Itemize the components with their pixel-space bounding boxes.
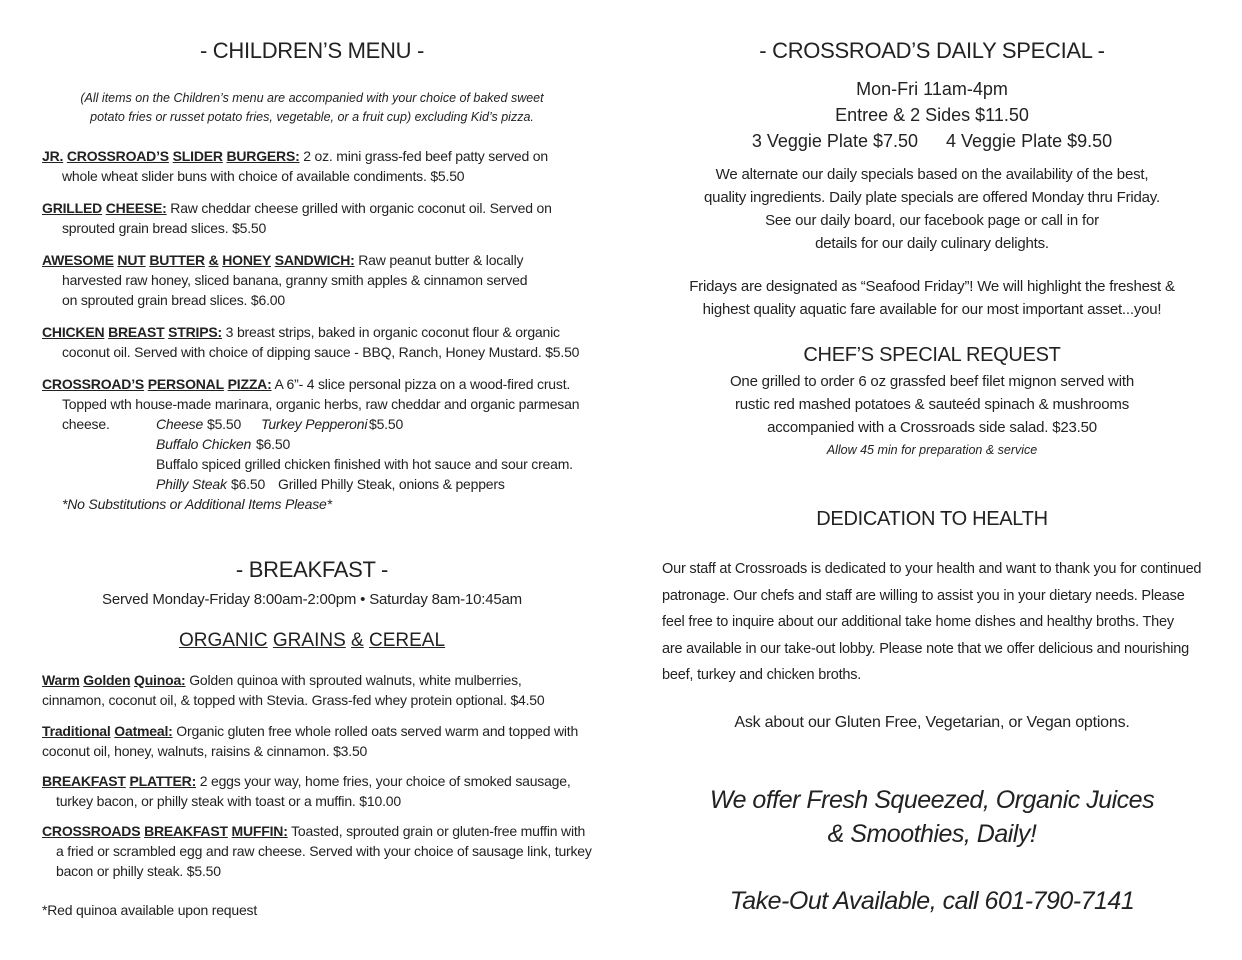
item-description: Toasted, sprouted grain or gluten-free muffin with bbox=[287, 823, 586, 839]
chef-line: rustic red mashed potatoes & sauteéd spinach & mushrooms bbox=[734, 396, 1129, 413]
childrens-note-line-2: potato fries or russet potato fries, vegetable, or a fruit cup) excluding Kid’s pizza. bbox=[90, 110, 534, 124]
pizza-option-name: Turkey Pepperoni bbox=[261, 416, 368, 432]
menu-item-breakfast-muffin bbox=[42, 821, 602, 881]
item-description: bacon or philly steak. $5.50 bbox=[56, 863, 221, 879]
item-description: sprouted grain bread slices. $5.50 bbox=[62, 220, 267, 236]
item-name: SANDWICH: bbox=[274, 252, 355, 268]
health-line: Our staff at Crossroads is dedicated to your health and want to thank you for continued bbox=[662, 561, 1202, 577]
item-description: cheese. bbox=[62, 416, 110, 432]
pizza-note: *No Substitutions or Additional Items Please* bbox=[62, 496, 332, 512]
item-name: BREAKFAST bbox=[42, 773, 126, 789]
breakfast-title: - BREAKFAST - bbox=[235, 557, 389, 582]
menu-item-oatmeal bbox=[42, 721, 602, 761]
subtitle-word: & bbox=[351, 630, 364, 651]
item-name: HONEY bbox=[222, 252, 272, 268]
item-name: Oatmeal: bbox=[114, 723, 173, 739]
pizza-option-price: $5.50 bbox=[369, 416, 404, 432]
juice-promo-line-1: We offer Fresh Squeezed, Organic Juices bbox=[709, 786, 1155, 814]
pizza-option-description: Buffalo spiced grilled chicken finished with hot sauce and sour cream. bbox=[156, 456, 573, 472]
item-description: Topped wth house-made marinara, organic herbs, raw cheddar and organic parmesan bbox=[62, 396, 580, 412]
health-line: feel free to inquire about our additional take home dishes and healthy broths. They bbox=[662, 614, 1174, 630]
seafood-line: highest quality aquatic fare available for our most important asset...you! bbox=[702, 301, 1162, 318]
left-column bbox=[42, 0, 602, 960]
health-line: patronage. Our chefs and staff are willing to assist you in your dietary needs. Please bbox=[662, 587, 1185, 604]
daily-special-description bbox=[662, 163, 1202, 255]
breakfast-hours: Served Monday-Friday 8:00am-2:00pm • Saturday 8am-10:45am bbox=[102, 591, 522, 608]
description-line: We alternate our daily specials based on the availability of the best, bbox=[715, 166, 1149, 183]
item-name: Traditional bbox=[42, 723, 111, 739]
item-name: CROSSROADS bbox=[42, 823, 141, 839]
pizza-option-price: $5.50 bbox=[207, 416, 242, 432]
veggie-plate-4: 4 Veggie Plate $9.50 bbox=[946, 131, 1113, 151]
pizza-option-name: Buffalo Chicken bbox=[156, 436, 252, 452]
childrens-note-line-1: (All items on the Children’s menu are accompanied with your choice of baked sweet bbox=[80, 91, 544, 105]
item-description: a fried or scrambled egg and raw cheese. Served with your choice of sausage link, turkey bbox=[56, 843, 592, 859]
pizza-option-description: Grilled Philly Steak, onions & peppers bbox=[278, 476, 505, 492]
item-name: CHEESE: bbox=[105, 200, 167, 216]
pizza-option-price: $6.50 bbox=[256, 436, 291, 452]
grains-cereal-subtitle bbox=[42, 630, 582, 652]
item-name: AWESOME bbox=[42, 252, 114, 268]
menu-item-golden-quinoa bbox=[42, 670, 602, 710]
item-name: Golden bbox=[83, 672, 131, 688]
item-description: A 6”- 4 slice personal pizza on a wood-fired crust. bbox=[271, 376, 571, 392]
dietary-options: Ask about our Gluten Free, Vegetarian, or Vegan options. bbox=[734, 714, 1130, 731]
item-name: BREAKFAST bbox=[144, 823, 228, 839]
item-name: PIZZA: bbox=[227, 376, 272, 392]
chefs-special-note: Allow 45 min for preparation & service bbox=[826, 443, 1038, 457]
subtitle-word: GRAINS bbox=[272, 630, 346, 651]
daily-special-entree: Entree & 2 Sides $11.50 bbox=[835, 105, 1029, 125]
pizza-option-name: Cheese bbox=[156, 416, 204, 432]
item-description: Organic gluten free whole rolled oats served warm and topped with bbox=[172, 723, 579, 739]
subtitle-word: ORGANIC bbox=[178, 630, 268, 651]
item-description: Raw peanut butter & locally bbox=[354, 252, 524, 268]
item-name: MUFFIN: bbox=[231, 823, 288, 839]
description-line: details for our daily culinary delights. bbox=[815, 235, 1049, 252]
menu-item-grilled-cheese bbox=[42, 198, 602, 238]
health-line: beef, turkey and chicken broths. bbox=[662, 667, 862, 683]
daily-special-hours: Mon-Fri 11am-4pm bbox=[856, 79, 1008, 99]
item-description: turkey bacon, or philly steak with toast or a muffin. $10.00 bbox=[56, 793, 401, 809]
item-name: CROSSROAD’S bbox=[66, 148, 169, 164]
menu-item-slider-burgers bbox=[42, 146, 602, 186]
item-description: 2 eggs your way, home fries, your choice of smoked sausage, bbox=[196, 773, 571, 789]
item-name: PERSONAL bbox=[147, 376, 224, 392]
item-description: Golden quinoa with sprouted walnuts, white mulberries, bbox=[185, 672, 522, 688]
item-name: SLIDER bbox=[172, 148, 223, 164]
daily-special-title: - CROSSROAD’S DAILY SPECIAL - bbox=[759, 38, 1105, 63]
menu-item-chicken-strips bbox=[42, 322, 602, 362]
item-name: & bbox=[208, 252, 219, 268]
pizza-option-price: $6.50 bbox=[231, 476, 266, 492]
daily-special-veggie-plates bbox=[662, 128, 1202, 154]
juice-promo-line-2: & Smoothies, Daily! bbox=[827, 820, 1037, 848]
item-name: CHICKEN bbox=[42, 324, 105, 340]
item-name: GRILLED bbox=[42, 200, 103, 216]
health-title: DEDICATION TO HEALTH bbox=[816, 508, 1048, 530]
subtitle-word: CEREAL bbox=[369, 630, 446, 651]
red-quinoa-note: *Red quinoa available upon request bbox=[42, 902, 258, 918]
health-line: are available in our take-out lobby. Please note that we offer delicious and nourishing bbox=[662, 640, 1189, 657]
chef-line: One grilled to order 6 oz grassfed beef filet mignon served with bbox=[729, 373, 1135, 390]
takeout-promo: Take-Out Available, call 601-790-7141 bbox=[729, 887, 1135, 915]
menu-item-breakfast-platter bbox=[42, 771, 602, 811]
childrens-menu-title: - CHILDREN’S MENU - bbox=[199, 38, 425, 63]
item-name: NUT bbox=[117, 252, 146, 268]
right-column bbox=[662, 0, 1202, 960]
item-name: BREAST bbox=[108, 324, 165, 340]
chefs-special-title: CHEF’S SPECIAL REQUEST bbox=[803, 344, 1061, 366]
item-name: Quinoa: bbox=[134, 672, 186, 688]
item-name: BUTTER bbox=[149, 252, 205, 268]
menu-item-nut-butter-sandwich bbox=[42, 250, 602, 310]
item-description: harvested raw honey, sliced banana, granny smith apples & cinnamon served bbox=[62, 272, 528, 288]
item-name: STRIPS: bbox=[168, 324, 222, 340]
item-name: PLATTER: bbox=[129, 773, 197, 789]
item-description: coconut oil. Served with choice of dipping sauce - BBQ, Ranch, Honey Mustard. $5.50 bbox=[62, 344, 580, 360]
item-description: 3 breast strips, baked in organic coconut flour & organic bbox=[221, 324, 560, 340]
seafood-line: Fridays are designated as “Seafood Friday”! We will highlight the freshest & bbox=[689, 278, 1175, 295]
veggie-plate-3: 3 Veggie Plate $7.50 bbox=[751, 131, 918, 151]
chef-line: accompanied with a Crossroads side salad. $23.50 bbox=[767, 419, 1097, 436]
item-description: on sprouted grain bread slices. $6.00 bbox=[62, 292, 285, 308]
description-line: See our daily board, our facebook page or call in for bbox=[765, 212, 1099, 229]
item-name: Warm bbox=[42, 672, 80, 688]
item-description: Raw cheddar cheese grilled with organic coconut oil. Served on bbox=[166, 200, 552, 216]
chefs-special-description bbox=[662, 370, 1202, 439]
menu-item-personal-pizza bbox=[42, 374, 602, 514]
item-description: coconut oil, honey, walnuts, raisins & cinnamon. $3.50 bbox=[42, 743, 368, 759]
item-description: 2 oz. mini grass-fed beef patty served on bbox=[299, 148, 548, 164]
health-paragraph bbox=[662, 556, 1201, 689]
seafood-friday bbox=[662, 275, 1202, 321]
description-line: quality ingredients. Daily plate specials are offered Monday thru Friday. bbox=[704, 189, 1160, 206]
item-name: CROSSROAD’S bbox=[42, 376, 145, 392]
item-name: BURGERS: bbox=[226, 148, 300, 164]
pizza-option-name: Philly Steak bbox=[156, 476, 227, 492]
item-description: cinnamon, coconut oil, & topped with Stevia. Grass-fed whey protein optional. $4.50 bbox=[42, 692, 545, 708]
item-name: JR. bbox=[42, 148, 64, 164]
item-description: whole wheat slider buns with choice of available condiments. $5.50 bbox=[62, 168, 465, 184]
